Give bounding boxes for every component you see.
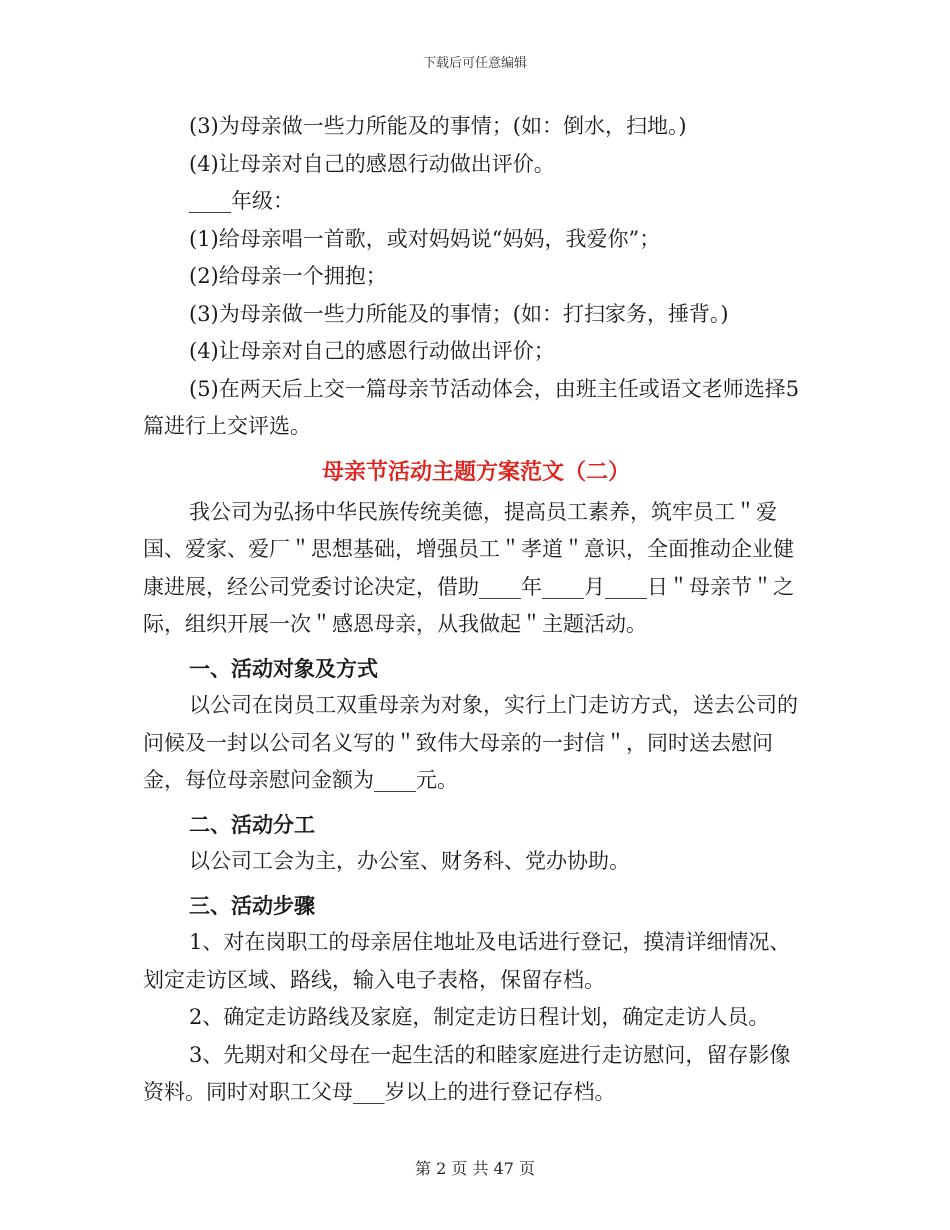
section-title: 母亲节活动主题方案范文（二）	[321, 458, 630, 485]
intro-paragraph: 我公司为弘扬中华民族传统美德，提高员工素养，筑牢员工＂爱国、爱家、爱厂＂思想基础，增强员工＂孝道＂意识，全面推动企业健康进展，经公司党委讨论决定，借助____年____月____日＂母亲节＂之际，组织开展一次＂感恩母亲，从我做起＂主题活动。	[143, 499, 794, 636]
list-item: (4)让母亲对自己的感恩行动做出评价；	[189, 339, 555, 363]
list-item: (3)为母亲做一些力所能及的事情；(如：打扫家务，捶背。)	[189, 301, 729, 326]
grade-label: ____年级：	[189, 189, 294, 213]
page-header: 下载后可任意编辑	[422, 56, 527, 71]
paragraph-1: 以公司在岗员工双重母亲为对象，实行上门走访方式，送去公司的问候及一封以公司名义写的＂致伟大母亲的一封信＂，同时送去慰问金，每位母亲慰问金额为____元。	[143, 693, 798, 792]
list-item: (4)让母亲对自己的感恩行动做出评价。	[189, 151, 555, 176]
list-item: (3)为母亲做一些力所能及的事情；(如：倒水，扫地。)	[189, 114, 687, 138]
step-1: 1、对在岗职工的母亲居住地址及电话进行登记，摸清详细情况、划定走访区域、路线，输入电子表格，保留存档。	[143, 930, 791, 992]
heading-2: 二、活动分工	[189, 811, 315, 837]
paragraph-2: 以公司工会为主，办公室、财务科、党办协助。	[189, 849, 630, 873]
list-item: (2)给母亲一个拥抱；	[189, 264, 387, 288]
document-body	[143, 108, 809, 1112]
page-footer: 第 2 页 共 47 页	[415, 1159, 535, 1178]
heading-1: 一、活动对象及方式	[189, 655, 378, 681]
list-item: (1)给母亲唱一首歌，或对妈妈说“妈妈，我爱你”；	[189, 226, 661, 251]
step-2: 2、确定走访路线及家庭，制定走访日程计划，确定走访人员。	[189, 1005, 770, 1029]
list-item: (5)在两天后上交一篇母亲节活动体会，由班主任或语文老师选择5篇进行上交评选。	[143, 376, 800, 438]
step-3: 3、先期对和父母在一起生活的和睦家庭进行走访慰问，留存影像资料。同时对职工父母___岁以上的进行登记存档。	[143, 1042, 791, 1104]
heading-3: 三、活动步骤	[189, 892, 315, 918]
